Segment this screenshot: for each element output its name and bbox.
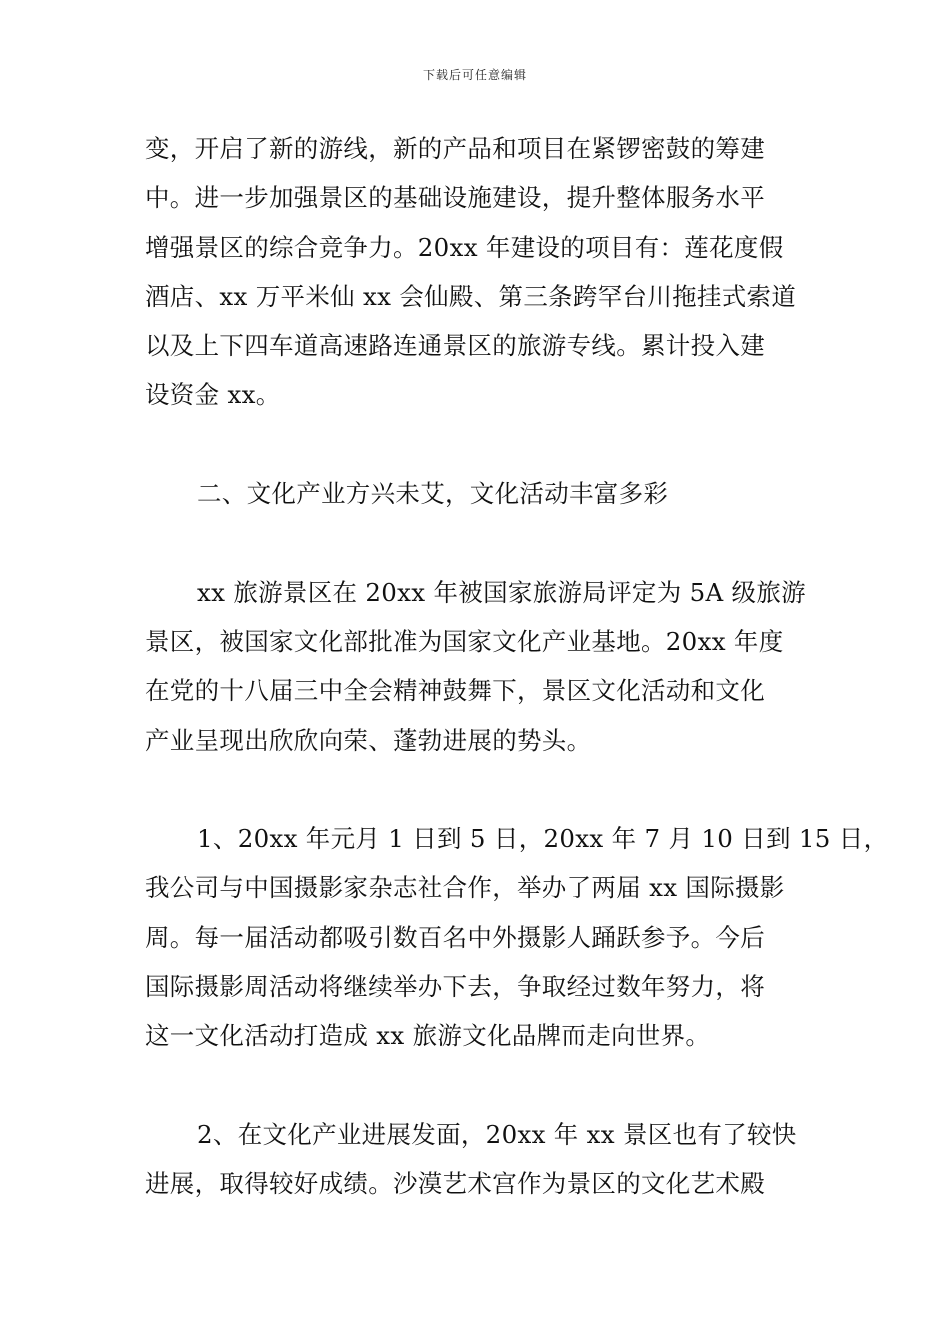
document-body	[145, 124, 889, 1209]
text-line: 2、在文化产业进展发面，20xx 年 xx 景区也有了较快	[197, 1119, 797, 1149]
text-line: 变，开启了新的游线，新的产品和项目在紧锣密鼓的筹建	[145, 134, 765, 163]
text-line: 进展，取得较好成绩。沙漠艺术宫作为景区的文化艺术殿	[145, 1169, 765, 1199]
text-line: 增强景区的综合竞争力。20xx 年建设的项目有：莲花度假	[145, 232, 784, 262]
text-line: 国际摄影周活动将继续举办下去，争取经过数年努力，将	[145, 972, 765, 1002]
paragraph-gap	[145, 518, 815, 567]
text-line: 中。进一步加强景区的基础设施建设，提升整体服务水平	[145, 183, 765, 213]
text-line: 在党的十八届三中全会精神鼓舞下，景区文化活动和文化	[145, 676, 765, 706]
paragraph-gap	[145, 765, 815, 814]
text-line: 产业呈现出欣欣向荣、蓬勃进展的势头。	[145, 725, 592, 755]
paragraph-infrastructure	[145, 124, 815, 420]
text-line: 以及上下四车道高速路连通景区的旅游专线。累计投入建	[145, 331, 765, 361]
text-line: 1、20xx 年元月 1 日到 5 日，20xx 年 7 月 10 日到 15 日，	[197, 824, 889, 854]
text-line: 这一文化活动打造成 xx 旅游文化品牌而走向世界。	[145, 1021, 711, 1051]
paragraph-5a-scenic	[145, 568, 815, 765]
section-heading	[145, 469, 815, 518]
text-line: 周。每一届活动都吸引数百名中外摄影人踊跃参予。今后	[145, 922, 765, 952]
text-line: 酒店、xx 万平米仙 xx 会仙殿、第三条跨罕台川拖挂式索道	[145, 281, 797, 311]
section-heading-text: 二、文化产业方兴未艾，文化活动丰富多彩	[197, 479, 669, 509]
header-note: 下载后可任意编辑	[422, 68, 527, 82]
text-line: 我公司与中国摄影家杂志社合作，举办了两届 xx 国际摄影	[145, 873, 785, 903]
text-line: 景区，被国家文化部批准为国家文化产业基地。20xx 年度	[145, 626, 784, 656]
paragraph-photo-week	[145, 814, 889, 1060]
text-line: xx 旅游景区在 20xx 年被国家旅游局评定为 5A 级旅游	[197, 577, 806, 607]
paragraph-culture-industry	[145, 1110, 815, 1209]
paragraph-gap	[145, 420, 815, 469]
text-line: 设资金 xx。	[145, 380, 281, 410]
paragraph-gap	[145, 1061, 815, 1110]
